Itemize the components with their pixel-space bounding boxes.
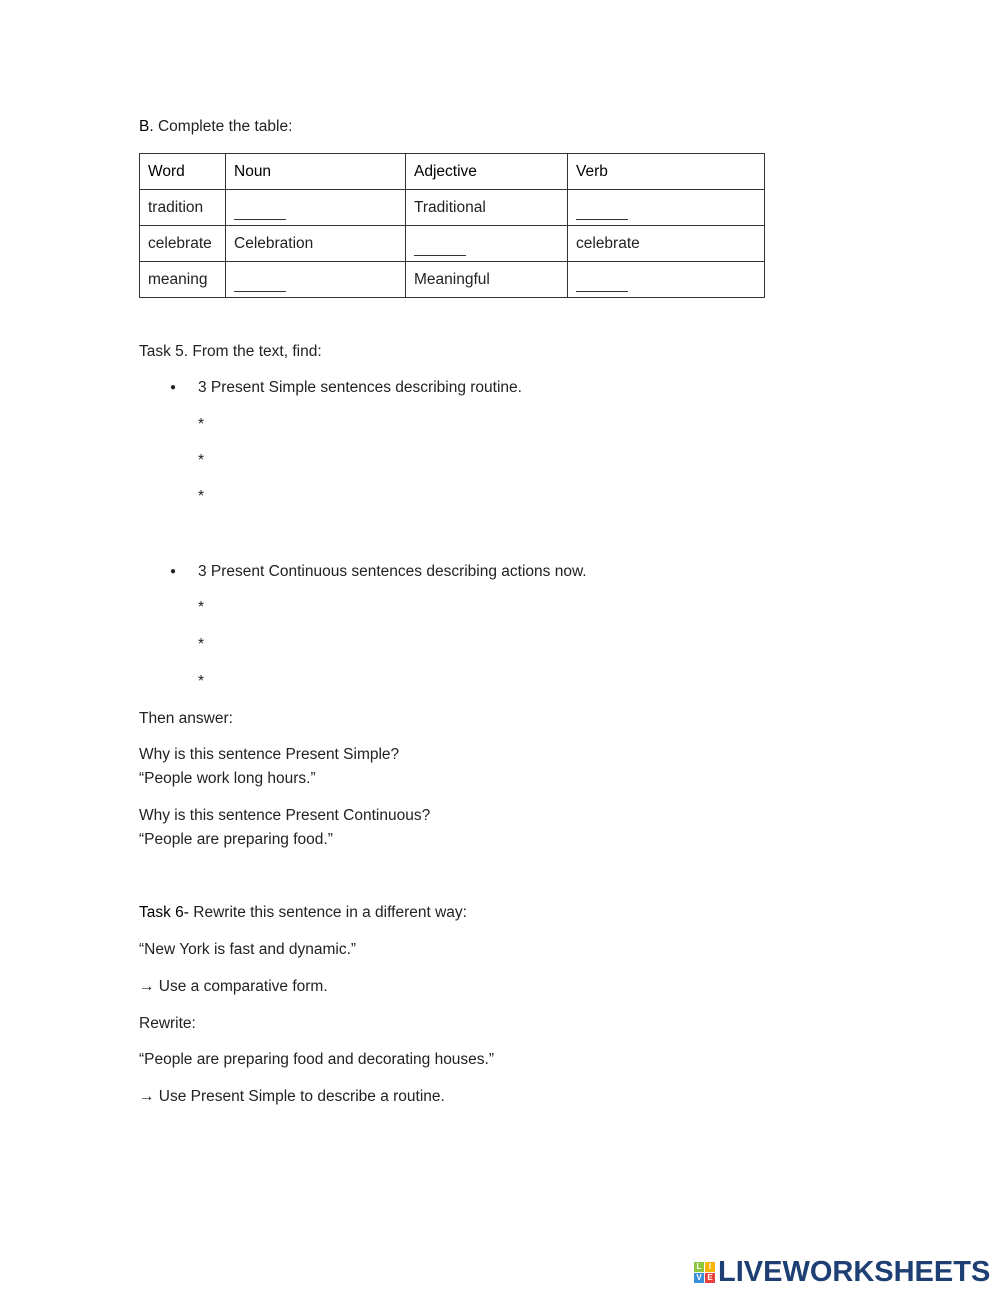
blank-input[interactable]	[234, 273, 286, 292]
liveworksheets-logo	[694, 1256, 990, 1289]
blank-input[interactable]	[576, 201, 628, 220]
blank-input[interactable]	[414, 237, 466, 256]
cell-word: tradition	[140, 190, 226, 226]
header-adjective: Adjective	[406, 154, 568, 190]
answer-star[interactable]: *	[198, 416, 205, 433]
task5-bullet2: 3 Present Continuous sentences describing actions now.	[198, 563, 587, 580]
section-b-heading: B. Complete the table:	[139, 118, 293, 135]
question-2: Why is this sentence Present Continuous?	[139, 807, 431, 824]
then-answer: Then answer:	[139, 710, 233, 727]
cell-noun: Celebration	[226, 226, 406, 262]
word-forms-table	[139, 153, 765, 298]
cell-verb: celebrate	[568, 226, 765, 262]
header-noun: Noun	[226, 154, 406, 190]
logo-text: LIVEWORKSHEETS	[718, 1256, 991, 1288]
bullet-icon: ●	[170, 382, 177, 393]
question-1-quote: “People work long hours.”	[139, 770, 316, 787]
answer-star[interactable]: *	[198, 599, 205, 616]
answer-star[interactable]: *	[198, 488, 205, 505]
bullet-icon: ●	[170, 566, 177, 577]
rewrite-label: Rewrite:	[139, 1015, 196, 1032]
cell-adjective: Meaningful	[406, 262, 568, 298]
task6-instruction-1: → Use a comparative form.	[139, 978, 328, 995]
task6-sentence-2: “People are preparing food and decorating houses.”	[139, 1051, 495, 1068]
header-verb: Verb	[568, 154, 765, 190]
question-2-quote: “People are preparing food.”	[139, 831, 333, 848]
task6-instruction-2: → Use Present Simple to describe a routine.	[139, 1088, 445, 1105]
blank-input[interactable]	[576, 273, 628, 292]
question-1: Why is this sentence Present Simple?	[139, 746, 400, 763]
cell-word: meaning	[140, 262, 226, 298]
answer-star[interactable]: *	[198, 636, 205, 653]
cell-adjective: Traditional	[406, 190, 568, 226]
answer-star[interactable]: *	[198, 673, 205, 690]
task5-bullet1: 3 Present Simple sentences describing routine.	[198, 379, 522, 396]
task6-title: Task 6- Rewrite this sentence in a different way:	[139, 904, 467, 921]
task6-sentence-1: “New York is fast and dynamic.”	[139, 941, 357, 958]
blank-input[interactable]	[234, 201, 286, 220]
cell-word: celebrate	[140, 226, 226, 262]
answer-star[interactable]: *	[198, 452, 205, 469]
task5-title: Task 5. From the text, find:	[139, 343, 322, 360]
live-logo-icon: L I V E	[694, 1262, 715, 1283]
header-word: Word	[140, 154, 226, 190]
